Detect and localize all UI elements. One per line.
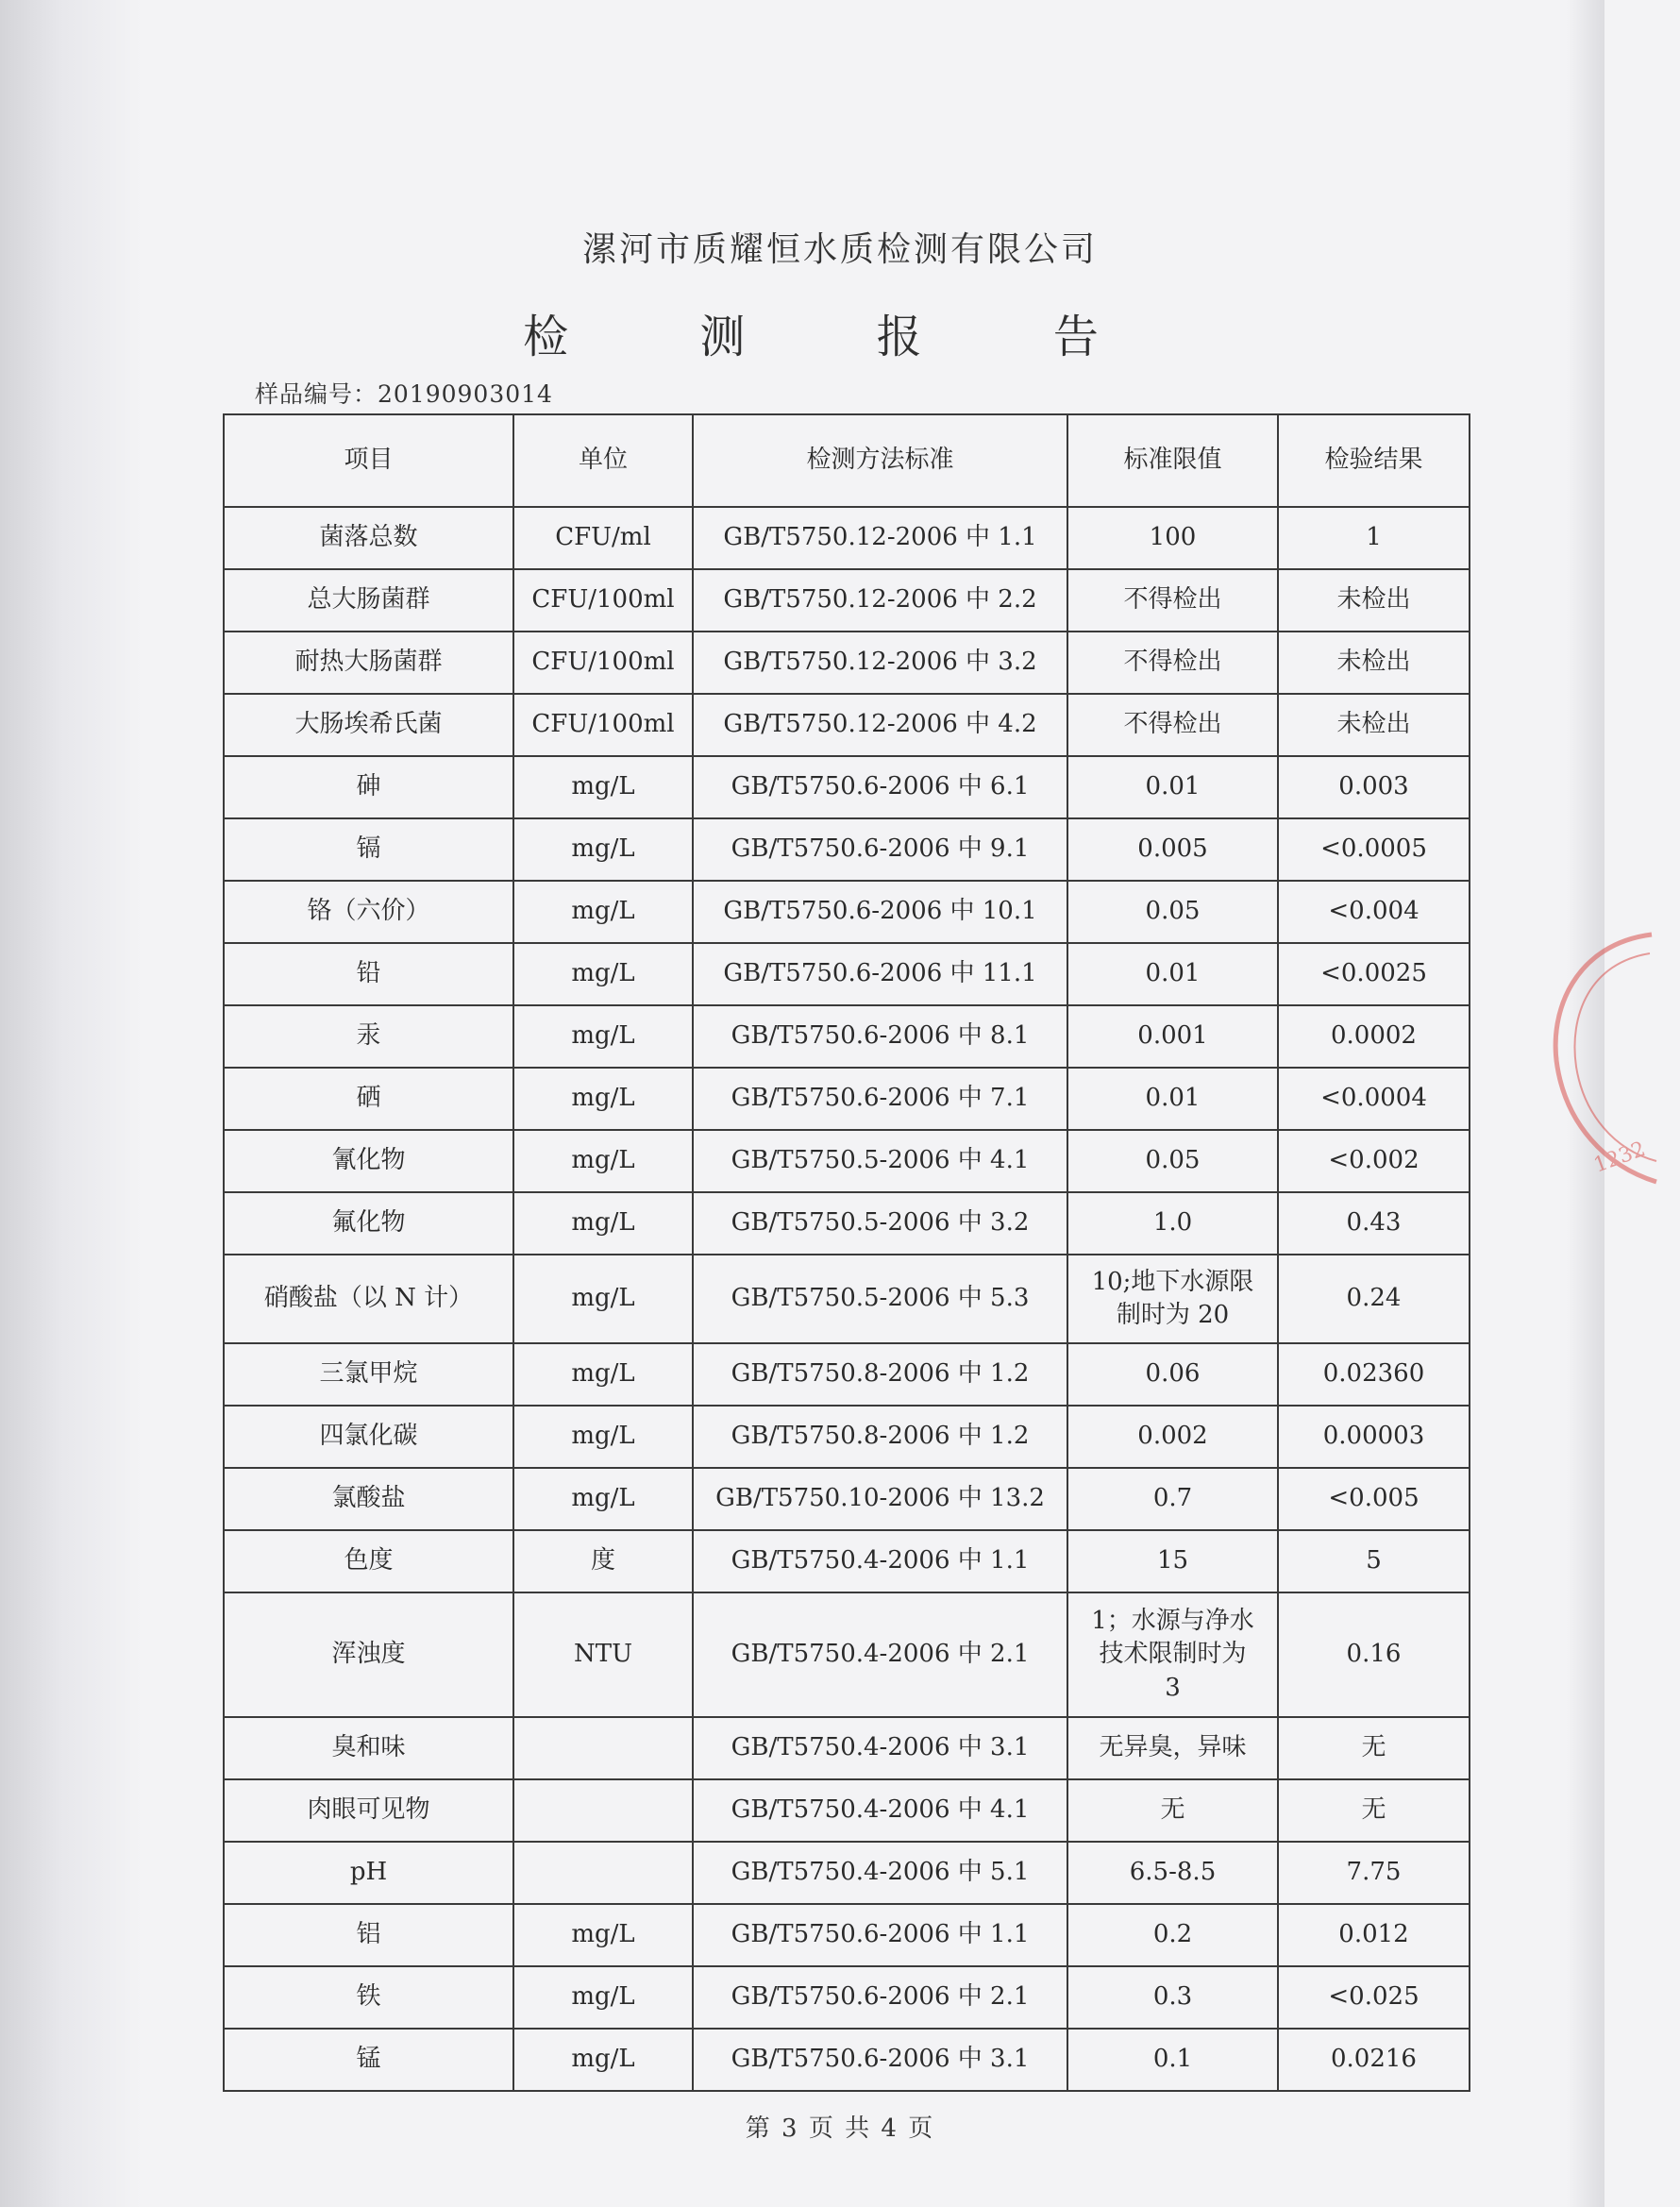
unit-cell: mg/L [513, 1406, 693, 1468]
limit-cell: 0.05 [1067, 881, 1278, 943]
table-row [224, 1343, 1470, 1406]
table-row [224, 632, 1470, 694]
limit-cell: 不得检出 [1067, 569, 1278, 632]
method-cell: GB/T5750.4-2006 中 4.1 [693, 1779, 1067, 1842]
table-row [224, 1192, 1470, 1255]
unit-cell: mg/L [513, 1005, 693, 1068]
table-row [224, 2029, 1470, 2091]
result-cell: <0.0025 [1278, 943, 1470, 1005]
method-cell: GB/T5750.12-2006 中 3.2 [693, 632, 1067, 694]
result-cell: <0.025 [1278, 1966, 1470, 2029]
item-cell: 总大肠菌群 [224, 569, 513, 632]
unit-cell: mg/L [513, 1192, 693, 1255]
limit-cell: 0.01 [1067, 943, 1278, 1005]
item-cell: 砷 [224, 756, 513, 818]
limit-cell: 1；水源与净水 技术限制时为 3 [1067, 1592, 1278, 1717]
item-cell: 铬（六价） [224, 881, 513, 943]
result-cell: 5 [1278, 1530, 1470, 1592]
unit-cell: mg/L [513, 1068, 693, 1130]
column-header: 项目 [224, 414, 513, 507]
column-header: 单位 [513, 414, 693, 507]
limit-cell: 100 [1067, 507, 1278, 569]
unit-cell: CFU/ml [513, 507, 693, 569]
item-cell: 铝 [224, 1904, 513, 1966]
item-cell: 硝酸盐（以 N 计） [224, 1255, 513, 1343]
method-cell: GB/T5750.6-2006 中 10.1 [693, 881, 1067, 943]
unit-cell: NTU [513, 1592, 693, 1717]
limit-cell: 0.7 [1067, 1468, 1278, 1530]
result-cell: 未检出 [1278, 569, 1470, 632]
result-cell: 0.012 [1278, 1904, 1470, 1966]
limit-cell: 0.001 [1067, 1005, 1278, 1068]
result-cell: 1 [1278, 507, 1470, 569]
unit-cell: mg/L [513, 756, 693, 818]
limit-cell: 0.01 [1067, 756, 1278, 818]
item-cell: 铅 [224, 943, 513, 1005]
result-cell: 0.43 [1278, 1192, 1470, 1255]
limit-cell: 0.01 [1067, 1068, 1278, 1130]
table-body [224, 507, 1470, 2091]
column-header: 检测方法标准 [693, 414, 1067, 507]
item-cell: 三氯甲烷 [224, 1343, 513, 1406]
table-row [224, 1005, 1470, 1068]
method-cell: GB/T5750.4-2006 中 2.1 [693, 1592, 1067, 1717]
result-cell: 0.00003 [1278, 1406, 1470, 1468]
table-row [224, 1068, 1470, 1130]
item-cell: 铁 [224, 1966, 513, 2029]
method-cell: GB/T5750.5-2006 中 4.1 [693, 1130, 1067, 1192]
unit-cell: CFU/100ml [513, 694, 693, 756]
item-cell: 锰 [224, 2029, 513, 2091]
table-row [224, 1779, 1470, 1842]
limit-cell: 不得检出 [1067, 694, 1278, 756]
unit-cell: 度 [513, 1530, 693, 1592]
method-cell: GB/T5750.4-2006 中 5.1 [693, 1842, 1067, 1904]
result-cell: <0.002 [1278, 1130, 1470, 1192]
method-cell: GB/T5750.6-2006 中 7.1 [693, 1068, 1067, 1130]
item-cell: 氰化物 [224, 1130, 513, 1192]
item-cell: 菌落总数 [224, 507, 513, 569]
limit-cell: 6.5-8.5 [1067, 1842, 1278, 1904]
table-row [224, 943, 1470, 1005]
result-cell: <0.005 [1278, 1468, 1470, 1530]
table-row [224, 818, 1470, 881]
unit-cell: mg/L [513, 881, 693, 943]
unit-cell: mg/L [513, 1904, 693, 1966]
method-cell: GB/T5750.5-2006 中 3.2 [693, 1192, 1067, 1255]
unit-cell: mg/L [513, 943, 693, 1005]
table-row [224, 1904, 1470, 1966]
unit-cell [513, 1779, 693, 1842]
result-cell: 0.0002 [1278, 1005, 1470, 1068]
unit-cell: mg/L [513, 2029, 693, 2091]
table-row [224, 1530, 1470, 1592]
limit-cell: 0.002 [1067, 1406, 1278, 1468]
item-cell: 臭和味 [224, 1717, 513, 1779]
unit-cell: mg/L [513, 1966, 693, 2029]
table-row [224, 1406, 1470, 1468]
method-cell: GB/T5750.8-2006 中 1.2 [693, 1406, 1067, 1468]
method-cell: GB/T5750.12-2006 中 4.2 [693, 694, 1067, 756]
method-cell: GB/T5750.10-2006 中 13.2 [693, 1468, 1067, 1530]
result-cell: <0.004 [1278, 881, 1470, 943]
stamp-number: 1232 [1590, 1137, 1649, 1178]
limit-cell: 0.2 [1067, 1904, 1278, 1966]
table-row [224, 1468, 1470, 1530]
method-cell: GB/T5750.4-2006 中 3.1 [693, 1717, 1067, 1779]
table-row [224, 1842, 1470, 1904]
table-row [224, 756, 1470, 818]
method-cell: GB/T5750.6-2006 中 2.1 [693, 1966, 1067, 2029]
method-cell: GB/T5750.5-2006 中 5.3 [693, 1255, 1067, 1343]
table-row [224, 1717, 1470, 1779]
red-seal-stamp [1538, 925, 1661, 1189]
sample-number: 样品编号：20190903014 [255, 380, 553, 408]
unit-cell [513, 1842, 693, 1904]
unit-cell [513, 1717, 693, 1779]
limit-cell: 不得检出 [1067, 632, 1278, 694]
limit-cell: 10;地下水源限 制时为 20 [1067, 1255, 1278, 1343]
item-cell: 镉 [224, 818, 513, 881]
limit-cell: 无异臭，异味 [1067, 1717, 1278, 1779]
method-cell: GB/T5750.6-2006 中 11.1 [693, 943, 1067, 1005]
method-cell: GB/T5750.6-2006 中 9.1 [693, 818, 1067, 881]
report-title: 检 测 报 告 [523, 311, 1157, 363]
result-cell: 未检出 [1278, 632, 1470, 694]
item-cell: pH [224, 1842, 513, 1904]
limit-cell: 0.05 [1067, 1130, 1278, 1192]
item-cell: 色度 [224, 1530, 513, 1592]
limit-cell: 0.005 [1067, 818, 1278, 881]
item-cell: 硒 [224, 1068, 513, 1130]
unit-cell: mg/L [513, 1255, 693, 1343]
method-cell: GB/T5750.6-2006 中 3.1 [693, 2029, 1067, 2091]
item-cell: 氯酸盐 [224, 1468, 513, 1530]
method-cell: GB/T5750.6-2006 中 6.1 [693, 756, 1067, 818]
result-cell: 无 [1278, 1779, 1470, 1842]
method-cell: GB/T5750.4-2006 中 1.1 [693, 1530, 1067, 1592]
item-cell: 大肠埃希氏菌 [224, 694, 513, 756]
method-cell: GB/T5750.8-2006 中 1.2 [693, 1343, 1067, 1406]
limit-cell: 0.06 [1067, 1343, 1278, 1406]
table-row [224, 1966, 1470, 2029]
item-cell: 四氯化碳 [224, 1406, 513, 1468]
result-cell: 0.0216 [1278, 2029, 1470, 2091]
limit-cell: 0.3 [1067, 1966, 1278, 2029]
table-row [224, 569, 1470, 632]
unit-cell: CFU/100ml [513, 632, 693, 694]
unit-cell: mg/L [513, 1343, 693, 1406]
result-cell: 0.003 [1278, 756, 1470, 818]
item-cell: 汞 [224, 1005, 513, 1068]
table-row [224, 1130, 1470, 1192]
result-cell: <0.0004 [1278, 1068, 1470, 1130]
result-cell: 未检出 [1278, 694, 1470, 756]
table-row [224, 1255, 1470, 1343]
limit-cell: 15 [1067, 1530, 1278, 1592]
result-cell: 7.75 [1278, 1842, 1470, 1904]
table-row [224, 1592, 1470, 1717]
method-cell: GB/T5750.6-2006 中 8.1 [693, 1005, 1067, 1068]
item-cell: 肉眼可见物 [224, 1779, 513, 1842]
column-header: 检验结果 [1278, 414, 1470, 507]
limit-cell: 无 [1067, 1779, 1278, 1842]
result-cell: 0.24 [1278, 1255, 1470, 1343]
column-header: 标准限值 [1067, 414, 1278, 507]
item-cell: 浑浊度 [224, 1592, 513, 1717]
item-cell: 氟化物 [224, 1192, 513, 1255]
result-cell: <0.0005 [1278, 818, 1470, 881]
unit-cell: CFU/100ml [513, 569, 693, 632]
page-indicator: 第 3 页 共 4 页 [745, 2114, 935, 2143]
result-cell: 无 [1278, 1717, 1470, 1779]
unit-cell: mg/L [513, 1468, 693, 1530]
table-row [224, 694, 1470, 756]
table-row [224, 881, 1470, 943]
method-cell: GB/T5750.6-2006 中 1.1 [693, 1904, 1067, 1966]
unit-cell: mg/L [513, 1130, 693, 1192]
result-cell: 0.02360 [1278, 1343, 1470, 1406]
unit-cell: mg/L [513, 818, 693, 881]
results-table [223, 413, 1470, 2092]
result-cell: 0.16 [1278, 1592, 1470, 1717]
table-header-row [224, 414, 1470, 507]
limit-cell: 0.1 [1067, 2029, 1278, 2091]
limit-cell: 1.0 [1067, 1192, 1278, 1255]
item-cell: 耐热大肠菌群 [224, 632, 513, 694]
company-name: 漯河市质耀恒水质检测有限公司 [581, 230, 1098, 269]
method-cell: GB/T5750.12-2006 中 2.2 [693, 569, 1067, 632]
method-cell: GB/T5750.12-2006 中 1.1 [693, 507, 1067, 569]
table-row [224, 507, 1470, 569]
